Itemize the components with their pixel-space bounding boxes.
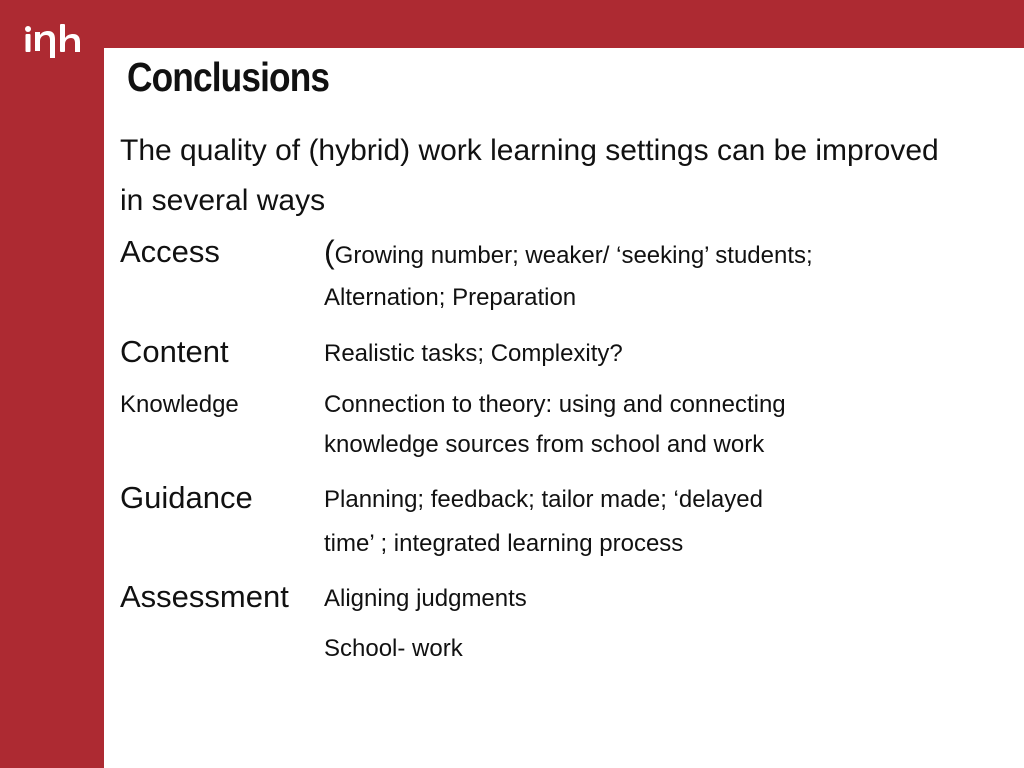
row-desc-content-line1: Realistic tasks; Complexity? bbox=[324, 340, 623, 367]
row-desc-access-line1-text: Growing number; weaker/ ‘seeking’ students; bbox=[334, 242, 813, 269]
row-desc-assessment-line1: Aligning judgments bbox=[324, 585, 527, 612]
row-desc-knowledge-line2: knowledge sources from school and work bbox=[324, 431, 765, 458]
row-desc-assessment-line2: School- work bbox=[324, 635, 463, 662]
row-label-guidance: Guidance bbox=[120, 480, 253, 515]
row-label-knowledge: Knowledge bbox=[120, 391, 239, 418]
slide-title: Conclusions bbox=[127, 54, 330, 100]
row-desc-access-line1 bbox=[324, 234, 813, 271]
slide-content bbox=[104, 48, 1024, 768]
inh-logo-icon bbox=[23, 20, 83, 64]
row-desc-access-paren: ( bbox=[324, 234, 335, 270]
row-desc-guidance-line2: time’ ; integrated learning process bbox=[324, 530, 684, 557]
intro-text: The quality of (hybrid) work learning settings can be improved in several ways bbox=[120, 134, 939, 217]
row-desc-knowledge-line1: Connection to theory: using and connecting bbox=[324, 391, 786, 418]
row-label-access: Access bbox=[120, 234, 220, 269]
row-desc-access-line2: Alternation; Preparation bbox=[324, 284, 577, 311]
row-label-assessment: Assessment bbox=[120, 579, 289, 614]
row-label-content: Content bbox=[120, 334, 229, 369]
row-desc-guidance-line1: Planning; feedback; tailor made; ‘delayed bbox=[324, 486, 763, 513]
